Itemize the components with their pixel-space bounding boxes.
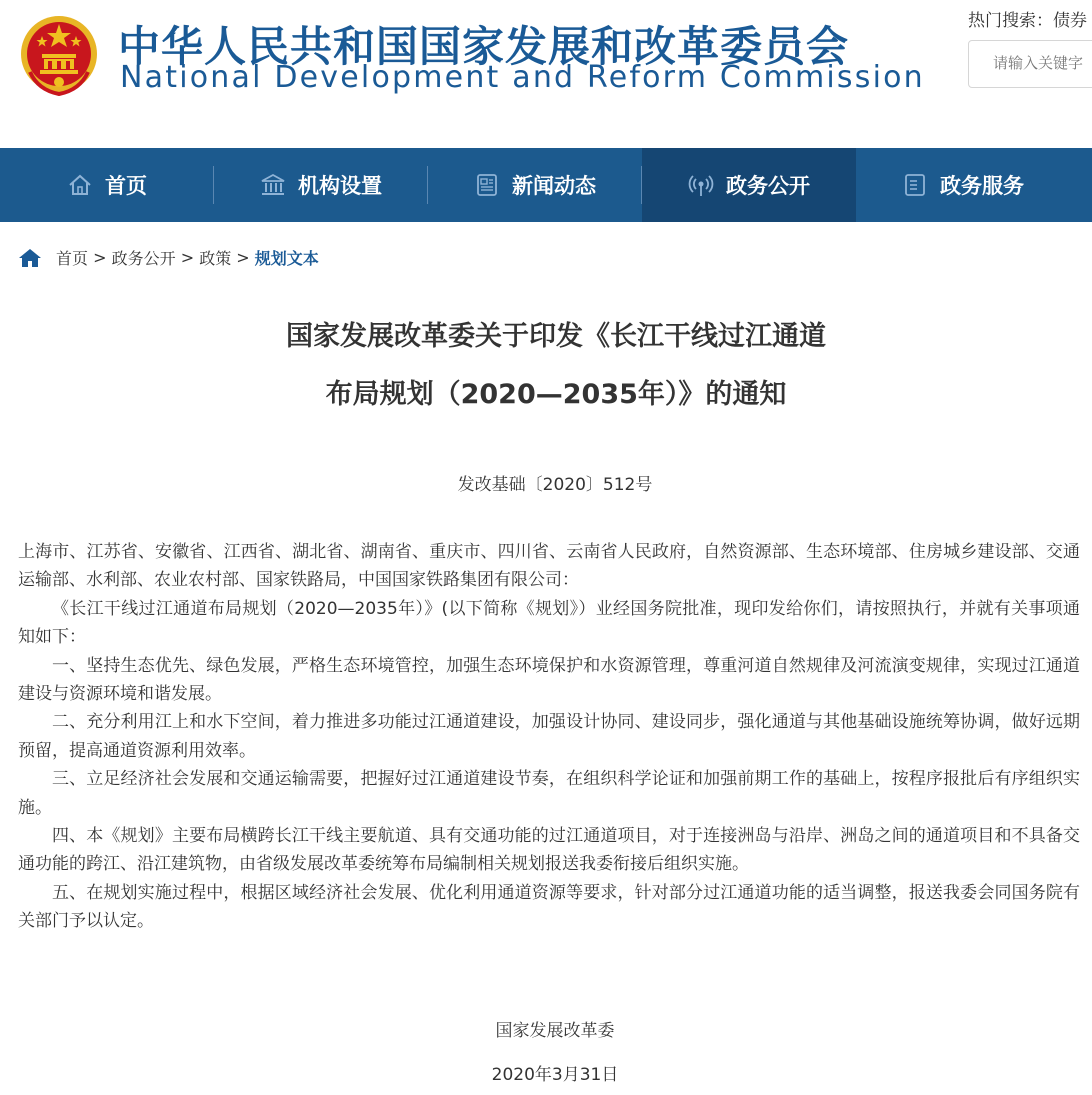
broadcast-icon (688, 172, 714, 198)
site-header (0, 0, 1092, 148)
article-title-line2: 布局规划（2020—2035年）》的通知 (325, 379, 787, 410)
home-icon[interactable] (18, 247, 42, 269)
article-body (18, 538, 1080, 936)
national-emblem-icon[interactable] (18, 12, 100, 98)
nav-item-gov-service[interactable] (856, 148, 1070, 222)
nav-label-home: 首页 (105, 174, 147, 198)
search-box (968, 40, 1092, 88)
search-input[interactable] (969, 41, 1092, 85)
breadcrumb-gov-affairs[interactable]: 政务公开 (111, 249, 176, 268)
nav-item-home[interactable] (0, 148, 214, 222)
site-title-english[interactable]: National Development and Reform Commission (120, 60, 925, 95)
breadcrumb-separator: > (231, 248, 255, 267)
nav-label-gov-affairs: 政务公开 (726, 174, 810, 198)
nav-label-gov-service: 政务服务 (940, 174, 1024, 198)
body-paragraph: 《长江干线过江通道布局规划（2020—2035年）》(以下简称《规划》）业经国务院批准，现印发给你们，请按照执行，并就有关事项通知如下： (18, 598, 1080, 648)
hot-search-label: 热门搜索： (968, 11, 1053, 31)
breadcrumb-separator: > (175, 248, 200, 267)
main-nav (0, 148, 1092, 222)
breadcrumb-policy[interactable]: 政策 (199, 249, 232, 268)
body-paragraph: 四、本《规划》主要布局横跨长江干线主要航道、具有交通功能的过江通道项目，对于连接洲岛与沿岸、洲岛之间的通道项目和不具备交通功能的跨江、沿江建筑物，由省级发展改革委统筹布局编制相关规划报送我委衔接后组织实施。 (18, 826, 1080, 875)
signature-date: 2020年3月31日 (491, 1065, 619, 1085)
institution-icon (260, 172, 286, 198)
breadcrumb-current[interactable]: 规划文本 (254, 249, 319, 268)
hot-search-term[interactable]: 债券 (1053, 11, 1087, 31)
nav-label-news: 新闻动态 (512, 174, 596, 198)
hot-search (968, 6, 1087, 31)
service-icon (902, 172, 928, 198)
document-number: 发改基础〔2020〕512号 (457, 475, 653, 495)
nav-label-institution: 机构设置 (298, 174, 382, 198)
body-paragraph: 三、立足经济社会发展和交通运输需要，把握好过江通道建设节奏，在组织科学论证和加强前期工作的基础上，按程序报批后有序组织实施。 (18, 769, 1080, 818)
breadcrumb-separator: > (88, 248, 112, 267)
body-paragraph: 五、在规划实施过程中，根据区域经济社会发展、优化利用通道资源等要求，针对部分过江通道功能的适当调整，报送我委会同国务院有关部门予以认定。 (18, 882, 1080, 932)
breadcrumb-home[interactable]: 首页 (56, 249, 89, 268)
nav-item-gov-affairs[interactable] (642, 148, 856, 222)
site-title-chinese[interactable]: 中华人民共和国国家发展和改革委员会 (118, 22, 850, 71)
recipients-paragraph: 上海市、江苏省、安徽省、江西省、湖北省、湖南省、重庆市、四川省、云南省人民政府，自然资源部、生态环境部、住房城乡建设部、交通运输部、水利部、农业农村部、国家铁路局，中国国家铁路集团有限公司： (18, 542, 1080, 591)
article-title-line1: 国家发展改革委关于印发《长江干线过江通道 (286, 321, 826, 352)
home-icon (67, 172, 93, 198)
article-title (10, 308, 1092, 424)
nav-item-institution[interactable] (214, 148, 428, 222)
body-paragraph: 一、坚持生态优先、绿色发展，严格生态环境管控，加强生态环境保护和水资源管理，尊重河道自然规律及河流演变规律，实现过江通道建设与资源环境和谐发展。 (18, 655, 1080, 705)
news-icon (474, 172, 500, 198)
body-paragraph: 二、充分利用江上和水下空间，着力推进多功能过江通道建设，加强设计协同、建设同步，强化通道与其他基础设施统筹协调，做好远期预留，提高通道资源利用效率。 (18, 712, 1080, 761)
breadcrumb (18, 246, 319, 269)
nav-item-news[interactable] (428, 148, 642, 222)
signature: 国家发展改革委 (495, 1021, 615, 1041)
